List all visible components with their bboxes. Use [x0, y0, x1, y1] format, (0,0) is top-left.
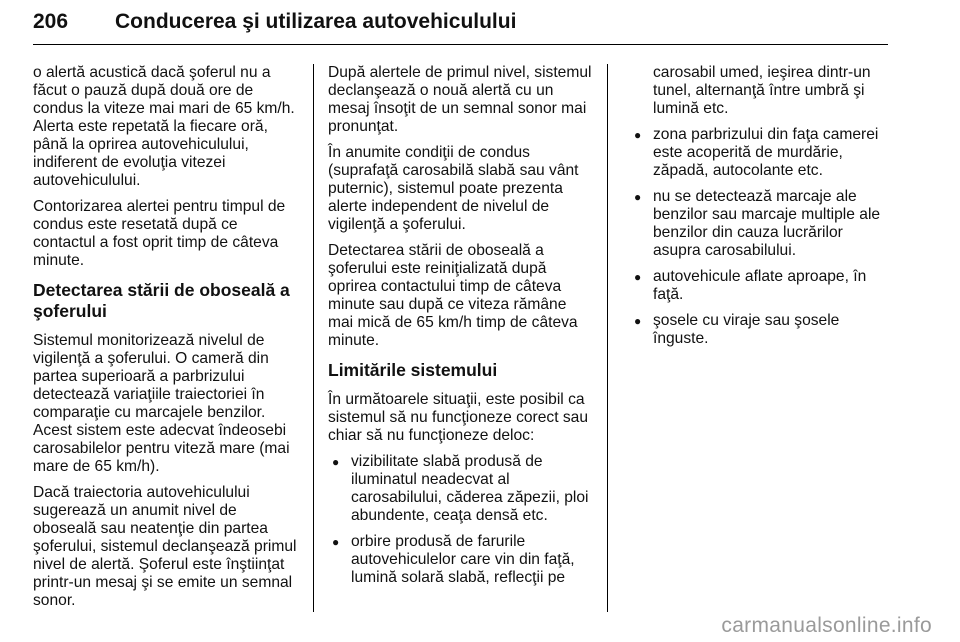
- page-number: 206: [33, 10, 69, 33]
- paragraph: Contorizarea alertei pentru timpul de condus este resetată după ce contactul a fost oprit timp de câteva minute.: [33, 198, 286, 269]
- column-2: [328, 64, 594, 595]
- header-divider: [33, 44, 888, 45]
- list-item: ● şosele cu viraje sau şosele înguste.: [630, 312, 892, 348]
- paragraph: Dacă traiectoria autovehiculului sugerează un anumit nivel de oboseală sau neatenţie din partea şoferului, sistemul declanşează primul nivel de alertă. Şoferul este înştiinţat printr-un mesaj şi se emite un semnal sonor.: [33, 484, 297, 609]
- section-heading-fatigue-detection: Detectarea stării de oboseală a şoferului: [33, 280, 290, 321]
- watermark: carmanualsonline.info: [721, 614, 932, 637]
- paragraph: Sistemul monitorizează nivelul de vigilenţă a şoferului. O cameră din partea superioară a parbrizului detectează variaţiile traiectoriei în comparaţie cu marcajele benzilor. Acest sistem este adecvat îndeosebi carosabilelor pentru viteză mare (mai mare de 65 km/h).: [33, 332, 290, 475]
- list-item: ● autovehicule aflate aproape, în faţă.: [630, 268, 892, 304]
- column-divider: [313, 64, 314, 612]
- paragraph: În anumite condiţii de condus (suprafaţă carosabilă slabă sau vânt puternic), sistemul poate prezenta alerte independent de nivelul de vigilenţă a şoferului.: [328, 144, 579, 233]
- column-divider: [607, 64, 608, 612]
- paragraph: După alertele de primul nivel, sistemul declanşează o nouă alertă cu un mesaj însoţit de un semnal sonor mai pronunţat.: [328, 64, 592, 135]
- list-item: ● vizibilitate slabă produsă de iluminatul neadecvat al carosabilului, căderea zăpezii, ploi abundente, ceaţa densă etc.: [328, 453, 594, 525]
- list-item: ● zona parbrizului din faţa camerei este acoperită de murdărie, zăpadă, autocolante etc.: [630, 126, 892, 180]
- limitations-list: [328, 453, 594, 587]
- column-1: [33, 64, 301, 618]
- limitations-list-continued: [630, 126, 892, 348]
- section-heading-system-limitations: Limitările sistemului: [328, 360, 498, 380]
- paragraph: Detectarea stării de oboseală a şoferului este reiniţializată după oprirea contactului timp de câteva minute sau după ce viteza rămâne mai mică de 65 km/h timp de câteva minute.: [328, 242, 578, 349]
- list-item: ● nu se detectează marcaje ale benzilor sau marcaje multiple ale benzilor din cauza lucrărilor asupra carosabilului.: [630, 188, 892, 260]
- list-item: ● orbire produsă de farurile autovehiculelor care vin din faţă, lumină solară slabă, reflecţii pe: [328, 533, 594, 587]
- page-title: Conducerea şi utilizarea autovehiculului: [115, 10, 517, 33]
- column-3: [630, 64, 892, 356]
- list-item-continuation: carosabil umed, ieşirea dintr-un tunel, alternanţă între umbră şi lumină etc.: [653, 64, 871, 117]
- page-header: [33, 6, 888, 42]
- paragraph: În următoarele situaţii, este posibil ca sistemul să nu funcţioneze corect sau chiar să nu funcţioneze deloc:: [328, 391, 589, 444]
- paragraph: o alertă acustică dacă şoferul nu a făcut o pauză după două ore de condus la viteze mai mari de 65 km/h. Alerta este repetată la fiecare oră, până la oprirea autovehiculului, indiferent de evoluţia vitezei autovehiculului.: [33, 64, 295, 189]
